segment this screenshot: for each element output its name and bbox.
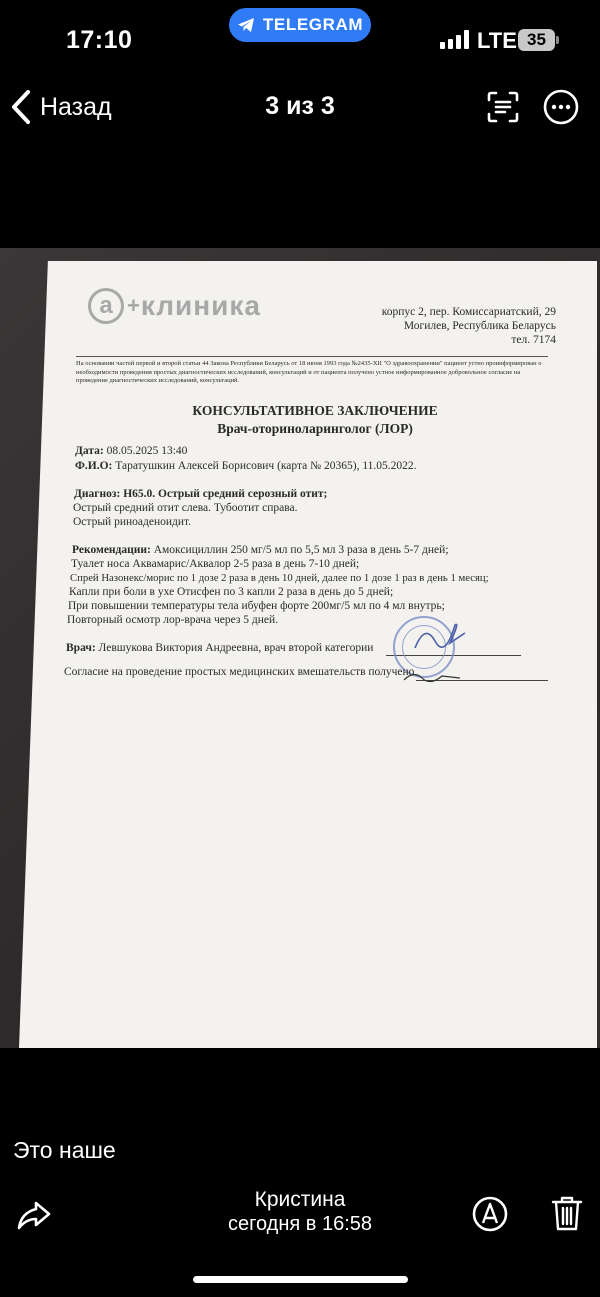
- more-options-button[interactable]: [541, 87, 581, 127]
- date-row: [75, 445, 187, 457]
- logo-mark: а: [88, 288, 124, 324]
- date-label: Дата:: [75, 445, 104, 457]
- document-title: [0, 402, 600, 438]
- signal-strength-icon: [440, 30, 469, 49]
- address-line-3: тел. 7174: [511, 334, 556, 346]
- sent-time: сегодня в 16:58: [228, 1213, 372, 1235]
- doctor-label: Врач:: [66, 642, 96, 654]
- recommendation-3: Спрей Назонекс/морис по 1 дозе 2 раза в день 10 дней, далее по 1 дозе 1 раз в день 1 месяц;: [70, 572, 489, 584]
- document-title-main: КОНСУЛЬТАТИВНОЕ ЗАКЛЮЧЕНИЕ: [192, 403, 438, 418]
- document-content: [0, 248, 600, 1048]
- recommendation-4: Капли при боли в ухе Отисфен по 3 капли 2 раза в день до 5 дней;: [69, 586, 394, 598]
- photo-caption: Это наше: [13, 1137, 116, 1163]
- doctor-signature: [410, 613, 470, 663]
- date-value: 08.05.2025 13:40: [106, 445, 188, 457]
- network-type: LTE: [477, 28, 517, 53]
- logo-text: клиника: [140, 290, 261, 321]
- clinic-logo: а + клиника: [88, 288, 261, 324]
- telegram-label: TELEGRAM: [262, 15, 364, 34]
- status-time: 17:10: [66, 26, 133, 54]
- battery-icon: [518, 29, 555, 51]
- recommendation-2: Туалет носа Аквамарис/Аквалор 2-5 раза в день 7-10 дней;: [71, 558, 360, 570]
- doctor-value: Левшукова Виктория Андреевна, врач второй категории: [98, 642, 374, 654]
- patient-row: [75, 460, 417, 472]
- battery-tip: [556, 36, 559, 44]
- recommendations-row: [72, 544, 449, 556]
- doctor-row: [66, 642, 373, 654]
- recommendation-5: При повышении температуры тела ибуфен форте 200мг/5 мл по 4 мл внутрь;: [68, 600, 445, 612]
- clinic-address: [382, 305, 556, 347]
- patient-value: Таратушкин Алексей Борисович (карта № 20365), 11.05.2022.: [115, 460, 417, 472]
- address-line-1: корпус 2, пер. Комиссариатский, 29: [381, 306, 556, 318]
- scan-text-button[interactable]: [483, 87, 523, 127]
- diagnosis-line-3: Острый риноаденоидит.: [73, 516, 192, 528]
- diagnosis-label: Диагноз:: [74, 488, 121, 500]
- consent-row: Согласие на проведение простых медицинских вмешательств получено: [64, 666, 415, 678]
- diagnosis-row: [74, 488, 327, 500]
- page-counter: 3 из 3: [265, 92, 335, 120]
- sender-name: Кристина: [254, 1188, 346, 1211]
- patient-label: Ф.И.О:: [75, 460, 113, 472]
- recommendations-label: Рекомендации:: [72, 544, 151, 556]
- back-label: Назад: [40, 92, 112, 121]
- consent-signature: [402, 668, 462, 686]
- photo-viewer[interactable]: [0, 248, 600, 1048]
- status-bar: [0, 0, 600, 80]
- telegram-icon: [237, 17, 255, 33]
- recommendation-1: Амоксициллин 250 мг/5 мл по 5,5 мл 3 раза в день 5-7 дней;: [153, 544, 449, 556]
- document-subtitle: Врач-оториноларинголог (ЛОР): [217, 421, 413, 436]
- legal-notice: На основании частей первой и второй статьи 44 Закона Республики Беларусь от 18 июня 1993 года №2435-XII "О здравоохранении" пациент устно проинформирован о необходимости проведения простых диагностических исследований, консультаций и от пациента получено устное информированное добровольное согласие на проведение диагностических исследований, консультаций.: [76, 356, 548, 386]
- battery-level: 35: [527, 30, 546, 49]
- telegram-return-pill[interactable]: [229, 8, 371, 42]
- home-indicator[interactable]: [193, 1276, 408, 1283]
- scan-text-icon: [483, 87, 523, 127]
- more-icon: [541, 87, 581, 127]
- diagnosis-main: H65.0. Острый средний серозный отит;: [123, 488, 328, 500]
- recommendation-6: Повторный осмотр лор-врача через 5 дней.: [67, 614, 279, 626]
- diagnosis-line-2: Острый средний отит слева. Тубоотит справа.: [73, 502, 298, 514]
- address-line-2: Могилев, Республика Беларусь: [403, 320, 556, 332]
